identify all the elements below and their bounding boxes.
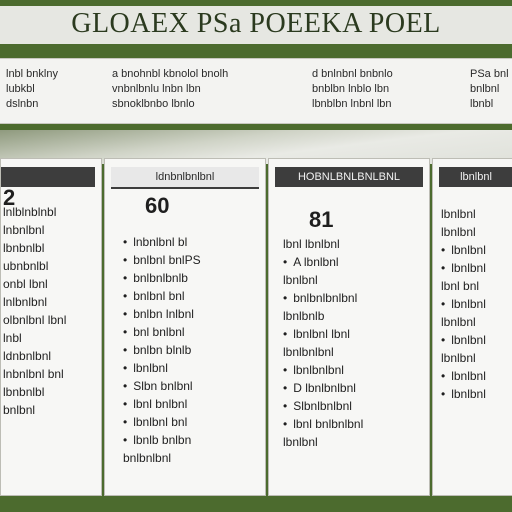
- list-item: • bnlbnl bnlPS: [123, 251, 201, 269]
- list-item: • D lbnlbnlbnl: [283, 379, 363, 397]
- panel-number: 2: [3, 185, 16, 210]
- list-item: • Slbnlbnlbnl: [283, 397, 363, 415]
- info-line: lbnbl: [470, 98, 494, 110]
- page-title: GLOAEX PSa POEEKA POEL: [71, 8, 441, 39]
- list-item: • bnlbn blnlb: [123, 341, 201, 359]
- list-item: • lbnlbnl: [441, 385, 486, 403]
- info-line: bnblbn lnblo lbn: [312, 83, 390, 95]
- list-item: ubnbnlbl: [3, 259, 49, 273]
- info-line: vnbnlbnlu lnbn lbn: [112, 83, 201, 95]
- panel-header: ldnbnlbnlbnl: [111, 167, 259, 189]
- panel-1: [0, 158, 102, 496]
- list-item: lbnl bnl: [441, 279, 480, 293]
- list-item: • lbnlbnlbnl: [283, 361, 363, 379]
- info-line: lubkbl: [6, 83, 35, 95]
- panel-number: 60: [145, 193, 170, 218]
- list-item: • lbnlbnl: [441, 295, 486, 313]
- list-item: • lbnlbnl: [123, 359, 201, 377]
- list-item: lnbnlbnl bnl: [3, 367, 64, 381]
- info-line: a bnohnbl kbnolol bnolh: [112, 68, 229, 80]
- info-strip: [0, 58, 512, 124]
- info-line: d bnlnbnl bnbnlo: [312, 68, 393, 80]
- list-item: lbnbnlbl: [3, 241, 45, 255]
- panel-header: HOBNLBNLBNLBNL: [275, 167, 423, 187]
- list-item: • lnbnlbnl bl: [123, 233, 201, 251]
- panel-list: [283, 235, 363, 451]
- list-item: bnlbnlbnl: [123, 451, 172, 465]
- list-item: • Slbn bnlbnl: [123, 377, 201, 395]
- list-item: lnbnlbnl: [3, 223, 45, 237]
- list-item: • bnl bnlbnl: [123, 323, 201, 341]
- list-item: • lbnlbnl: [441, 259, 486, 277]
- list-item: lbnlbnl: [441, 207, 476, 221]
- list-item: • bnlbn lnlbnl: [123, 305, 201, 323]
- info-line: lnbl bnklny: [6, 68, 58, 80]
- list-item: lnlbnlbnl: [3, 295, 48, 309]
- bottom-bar: [0, 496, 512, 512]
- list-item: • lbnl bnlbnlbnl: [283, 415, 363, 433]
- list-item: • bnlbnlbnlb: [123, 269, 201, 287]
- list-item: lnlblnblnbl: [3, 205, 57, 219]
- info-column-3: [312, 67, 393, 112]
- list-item: • lbnlb bnlbn: [123, 431, 201, 449]
- info-column-1: [6, 67, 58, 112]
- list-item: onbl lbnl: [3, 277, 48, 291]
- list-item: lbnlbnlbnl: [283, 345, 334, 359]
- list-item: • bnlbnl bnl: [123, 287, 201, 305]
- list-item: • A lbnlbnl: [283, 253, 363, 271]
- list-item: lbnbnlbl: [3, 385, 45, 399]
- panel-4: [432, 158, 512, 496]
- info-line: dslnbn: [6, 98, 39, 110]
- panel-header: [1, 167, 95, 187]
- list-item: lbnlbnl: [441, 225, 476, 239]
- list-item: lbnlbnl: [283, 435, 318, 449]
- panel-header: lbnlbnl: [439, 167, 512, 187]
- list-item: • lbnlbnl bnl: [123, 413, 201, 431]
- info-line: lbnblbn lnbnl lbn: [312, 98, 392, 110]
- list-item: • lbnl bnlbnl: [123, 395, 201, 413]
- list-item: ldnbnlbnl: [3, 349, 52, 363]
- list-item: lbnlbnl: [283, 273, 318, 287]
- panel-number: 81: [309, 207, 334, 232]
- list-item: lbnlbnl: [441, 351, 476, 365]
- list-item: • lbnlbnl: [441, 367, 486, 385]
- list-item: • lbnlbnl lbnl: [283, 325, 363, 343]
- info-column-4: [470, 67, 509, 112]
- list-item: lbnlbnlb: [283, 309, 325, 323]
- info-line: sbnoklbnbo lbnlo: [112, 98, 195, 110]
- list-item: olbnlbnl lbnl: [3, 313, 67, 327]
- info-column-2: [112, 67, 228, 112]
- info-line: PSa bnl: [470, 68, 509, 80]
- info-line: bnlbnl: [470, 83, 500, 95]
- panel-list: [441, 205, 486, 403]
- list-item: lnbl: [3, 331, 22, 345]
- panel-2: [104, 158, 266, 496]
- list-item: • lbnlbnl: [441, 331, 486, 349]
- list-item: lbnl lbnlbnl: [283, 237, 340, 251]
- panel-3: [268, 158, 430, 496]
- panel-list: [123, 233, 201, 467]
- list-item: • lbnlbnl: [441, 241, 486, 259]
- list-item: lbnlbnl: [441, 315, 476, 329]
- list-item: • bnlbnlbnlbnl: [283, 289, 363, 307]
- panel-list: [3, 203, 66, 419]
- list-item: bnlbnl: [3, 403, 36, 417]
